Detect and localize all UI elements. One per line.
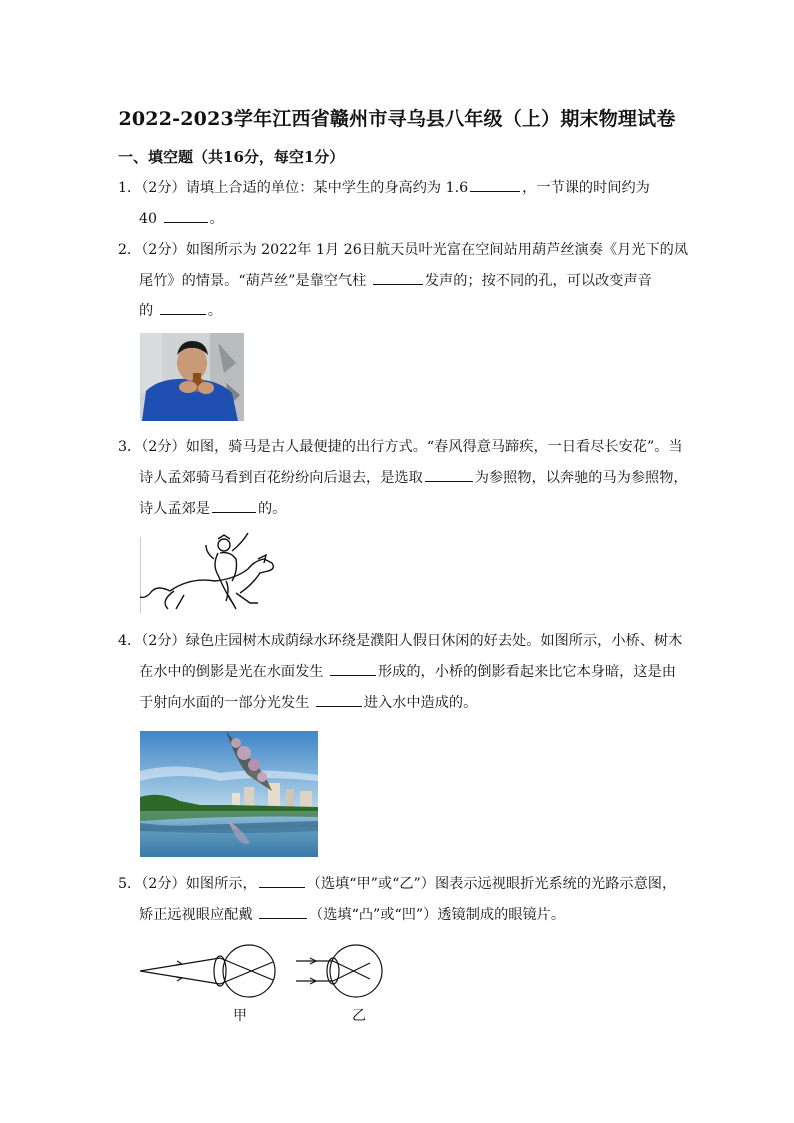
q3-blank-1[interactable] (425, 467, 473, 482)
q5-text-d: （选填“凸”或“凹”）透镜制成的眼镜片。 (309, 907, 566, 923)
q4-text-b: 形成的，小桥的倒影看起来比它本身暗，这是由 (377, 664, 676, 680)
horse-rider-figure (140, 529, 290, 613)
figure-label-jia: 甲 (233, 1008, 247, 1024)
q3-line-2 (139, 467, 688, 487)
q4-line-3 (139, 692, 477, 712)
q1-blank-1[interactable] (470, 177, 520, 192)
q4-blank-2[interactable] (316, 692, 362, 707)
q4-text-c: 于射向水面的一部分光发生 (139, 695, 310, 711)
eye-diagram-figure (140, 938, 390, 1008)
q3-line-1: 3．（2分）如图，骑马是古人最便捷的出行方式。“春风得意马蹄疾，一日看尽长安花”。当 (118, 439, 683, 455)
astronaut-photo (140, 333, 244, 421)
q5-text-c: 矫正远视眼应配戴 (139, 907, 253, 923)
q1-text-b: ，一节课的时间约为 (522, 180, 650, 196)
q3-text-c: 诗人孟郊是 (139, 501, 210, 517)
q4-blank-1[interactable] (330, 661, 376, 676)
q2-blank-2[interactable] (160, 300, 206, 315)
q2-text-c: 的 (139, 303, 154, 319)
q2-line-1: 2．（2分）如图所示为 2022年 1月 26日航天员叶光富在空间站用葫芦丝演奏《月光下的凤 (118, 242, 689, 258)
q5-blank-2[interactable] (259, 904, 307, 919)
q2-line-2 (139, 270, 652, 290)
q3-blank-2[interactable] (212, 498, 256, 513)
figure-label-yi: 乙 (352, 1008, 366, 1024)
q3-line-3 (139, 498, 286, 518)
q4-text-d: 进入水中造成的。 (363, 695, 478, 711)
q2-text-b: 发声的；按不同的孔，可以改变声音 (424, 273, 652, 289)
q5-text-b: （选填“甲”或“乙”）图表示远视眼折光系统的光路示意图， (306, 876, 677, 892)
lake-reflection-photo (140, 731, 318, 857)
q5-line-2 (139, 904, 565, 924)
q2-text-d: 。 (207, 303, 222, 319)
q3-text-b: 为参照物，以奔驰的马为参照物， (474, 470, 688, 486)
q4-line-2 (139, 661, 676, 681)
q1-line-1 (118, 177, 650, 197)
q1-text-c: 40 (139, 211, 158, 227)
q1-text-d: 。 (209, 211, 224, 227)
q5-text-a: 5．（2分）如图所示， (118, 876, 257, 892)
q3-text-d: 的。 (257, 501, 287, 517)
eye-yi-circle (330, 945, 382, 997)
q2-text-a: 尾竹》的情景。“葫芦丝”是靠空气柱 (139, 273, 367, 289)
q1-line-2 (139, 208, 224, 228)
q2-line-3 (139, 300, 222, 320)
q4-text-a: 在水中的倒影是光在水面发生 (139, 664, 324, 680)
q4-line-1: 4．（2分）绿色庄园树木成荫绿水环绕是濮阳人假日休闲的好去处。如图所示，小桥、树木 (118, 633, 683, 649)
exam-title: 2022-2023学年江西省赣州市寻乌县八年级（上）期末物理试卷 (118, 108, 676, 130)
section-heading: 一、填空题（共16分，每空1分） (118, 148, 345, 166)
q2-blank-1[interactable] (373, 270, 423, 285)
q5-line-1 (118, 873, 676, 893)
q5-blank-1[interactable] (259, 873, 305, 888)
q3-text-a: 诗人孟郊骑马看到百花纷纷向后退去，是选取 (139, 470, 423, 486)
q1-blank-2[interactable] (164, 208, 208, 223)
q1-text-a: 1．（2分）请填上合适的单位：某中学生的身高约为 1.6 (118, 180, 469, 196)
eye-jia-circle (223, 945, 275, 997)
